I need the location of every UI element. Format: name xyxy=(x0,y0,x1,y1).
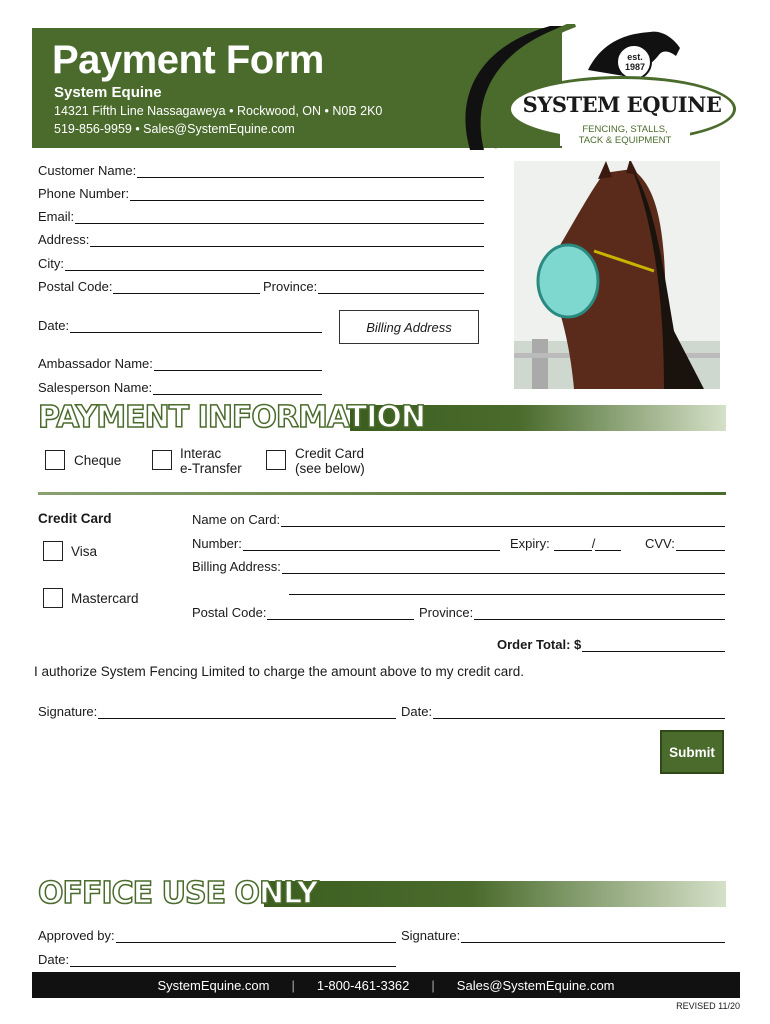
signature-date-field[interactable] xyxy=(401,704,725,719)
footer-separator: | xyxy=(291,977,295,993)
approved-by-field[interactable] xyxy=(38,928,396,943)
order-total-field[interactable] xyxy=(497,637,725,652)
card-postal-code-label: Postal Code: xyxy=(192,605,267,620)
customer-name-label: Customer Name: xyxy=(38,163,137,178)
customer-name-field[interactable] xyxy=(38,163,484,178)
signature-field[interactable] xyxy=(38,704,396,719)
postal-code-label: Postal Code: xyxy=(38,279,113,294)
payment-section-title: PAYMENT INFORMATION xyxy=(38,400,426,435)
postal-code-field[interactable] xyxy=(38,279,260,294)
signature-label: Signature: xyxy=(38,704,98,719)
salesperson-label: Salesperson Name: xyxy=(38,380,153,395)
signature-date-label: Date: xyxy=(401,704,433,719)
logo-name: SYSTEM EQUINE xyxy=(522,92,722,117)
billing-address-line2[interactable] xyxy=(289,594,725,595)
page-title: Payment Form xyxy=(52,38,324,82)
ambassador-field[interactable] xyxy=(38,356,322,371)
name-on-card-label: Name on Card: xyxy=(192,512,281,527)
salesperson-field[interactable] xyxy=(38,380,322,395)
company-contact: 519-856-9959 • Sales@SystemEquine.com xyxy=(54,122,295,136)
card-province-label: Province: xyxy=(419,605,474,620)
city-field[interactable] xyxy=(38,256,484,271)
logo-tagline: FENCING, STALLS, TACK & EQUIPMENT xyxy=(560,124,690,146)
card-postal-code-field[interactable] xyxy=(192,605,414,620)
province-field[interactable] xyxy=(263,279,484,294)
logo-est: est. 1987 xyxy=(624,52,646,72)
date-field[interactable] xyxy=(38,318,322,333)
credit-card-option-label: Credit Card (see below) xyxy=(295,446,365,476)
approved-by-label: Approved by: xyxy=(38,928,115,943)
footer-email-link[interactable]: Sales@SystemEquine.com xyxy=(456,977,615,993)
cvv-field[interactable] xyxy=(645,536,725,551)
billing-address-button[interactable]: Billing Address xyxy=(339,310,479,344)
office-section-title: OFFICE USE ONLY xyxy=(38,876,318,911)
email-label: Email: xyxy=(38,209,75,224)
card-number-label: Number: xyxy=(192,536,242,551)
horse-photo xyxy=(514,161,720,389)
interac-label: Interac e-Transfer xyxy=(180,446,242,476)
mastercard-checkbox[interactable] xyxy=(43,588,63,608)
office-signature-field[interactable] xyxy=(401,928,725,943)
revision-note: REVISED 11/20 xyxy=(676,1001,740,1011)
visa-checkbox[interactable] xyxy=(43,541,63,561)
cheque-label: Cheque xyxy=(74,453,122,468)
company-name: System Equine xyxy=(54,84,162,101)
email-field[interactable] xyxy=(38,209,484,224)
card-number-field[interactable] xyxy=(192,536,500,551)
credit-card-checkbox[interactable] xyxy=(266,450,286,470)
footer-website-link[interactable]: SystemEquine.com xyxy=(157,977,270,993)
expiry-label: Expiry: xyxy=(510,536,550,551)
phone-label: Phone Number: xyxy=(38,186,130,201)
interac-checkbox[interactable] xyxy=(152,450,172,470)
office-signature-label: Signature: xyxy=(401,928,461,943)
footer-phone[interactable]: 1-800-461-3362 xyxy=(316,977,410,993)
footer-bar xyxy=(32,972,740,998)
office-section-bar xyxy=(264,881,726,907)
city-label: City: xyxy=(38,256,64,271)
credit-card-heading: Credit Card xyxy=(38,511,112,526)
section-divider xyxy=(38,492,726,495)
company-address: 14321 Fifth Line Nassagaweya • Rockwood, ON • N0B 2K0 xyxy=(54,104,383,118)
cheque-checkbox[interactable] xyxy=(45,450,65,470)
visa-label: Visa xyxy=(71,544,98,559)
cvv-label: CVV: xyxy=(645,536,675,551)
order-total-label: Order Total: $ xyxy=(497,637,582,652)
date-label: Date: xyxy=(38,318,70,333)
expiry-field[interactable]: Expiry: / xyxy=(510,536,621,551)
authorization-text: I authorize System Fencing Limited to charge the amount above to my credit card. xyxy=(34,664,524,679)
address-label: Address: xyxy=(38,232,90,247)
submit-button[interactable]: Submit xyxy=(660,730,724,774)
card-billing-address-label: Billing Address: xyxy=(192,559,281,574)
ambassador-label: Ambassador Name: xyxy=(38,356,153,371)
footer-separator: | xyxy=(431,977,435,993)
card-province-field[interactable] xyxy=(419,605,725,620)
mastercard-label: Mastercard xyxy=(71,591,139,606)
address-field[interactable] xyxy=(38,232,484,247)
office-date-label: Date: xyxy=(38,952,70,967)
name-on-card-field[interactable] xyxy=(192,512,725,527)
province-label: Province: xyxy=(263,279,318,294)
card-billing-address-field[interactable] xyxy=(192,559,725,574)
office-date-field[interactable] xyxy=(38,952,396,967)
phone-field[interactable] xyxy=(38,186,484,201)
